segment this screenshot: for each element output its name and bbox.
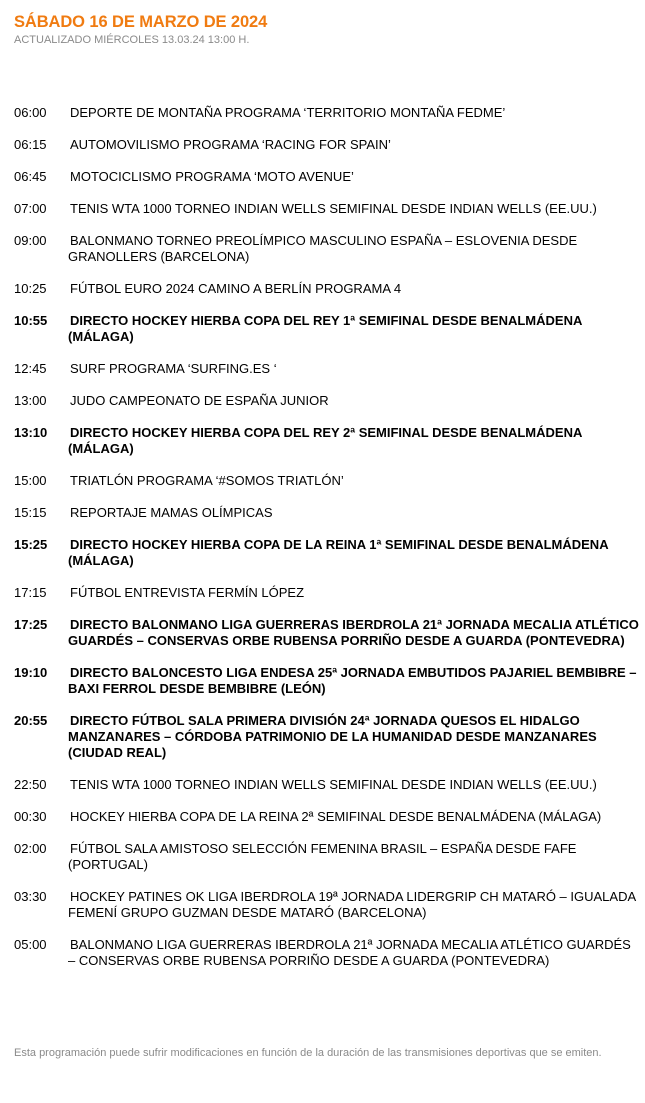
schedule-item-live — [14, 537, 641, 569]
schedule-program: DIRECTO BALONCESTO LIGA ENDESA 25ª JORNADA EMBUTIDOS PAJARIEL BEMBIBRE – BAXI FERROL DESDE BEMBIBRE (LEÓN) — [68, 665, 637, 696]
schedule-time: 06:15 — [14, 137, 47, 152]
schedule-program: HOCKEY PATINES OK LIGA IBERDROLA 19ª JORNADA LIDERGRIP CH MATARÓ – IGUALADA FEMENÍ GRUPO GUZMAN DESDE MATARÓ (BARCELONA) — [68, 889, 636, 920]
schedule-time: 06:00 — [14, 105, 47, 120]
schedule-item — [14, 505, 641, 521]
schedule-item — [14, 169, 641, 185]
schedule-time: 12:45 — [14, 361, 47, 376]
schedule-time: 10:25 — [14, 281, 47, 296]
schedule-time: 13:00 — [14, 393, 47, 408]
schedule-item — [14, 841, 641, 873]
schedule-page — [14, 12, 641, 985]
schedule-item-live — [14, 665, 641, 697]
schedule-program: MOTOCICLISMO PROGRAMA ‘MOTO AVENUE’ — [70, 169, 354, 184]
schedule-item-live — [14, 313, 641, 345]
disclaimer-note: Esta programación puede sufrir modificaciones en función de la duración de las transmisiones deportivas que se emiten. — [14, 1047, 602, 1059]
schedule-item — [14, 473, 641, 489]
schedule-item — [14, 393, 641, 409]
schedule-item-live — [14, 713, 641, 761]
schedule-time: 20:55 — [14, 713, 48, 728]
schedule-item — [14, 809, 641, 825]
schedule-program: DIRECTO FÚTBOL SALA PRIMERA DIVISIÓN 24ª JORNADA QUESOS EL HIDALGO MANZANARES – CÓRDOBA PATRIMONIO DE LA HUMANIDAD DESDE MANZANARES (CIUDAD REAL) — [68, 713, 597, 760]
schedule-time: 07:00 — [14, 201, 47, 216]
schedule-program: SURF PROGRAMA ‘SURFING.ES ‘ — [70, 361, 277, 376]
schedule-time: 17:25 — [14, 617, 48, 632]
schedule-program: DIRECTO HOCKEY HIERBA COPA DE LA REINA 1ª SEMIFINAL DESDE BENALMÁDENA (MÁLAGA) — [68, 537, 609, 568]
schedule-time: 10:55 — [14, 313, 48, 328]
updated-timestamp: ACTUALIZADO MIÉRCOLES 13.03.24 13:00 H. — [14, 34, 250, 46]
schedule-item — [14, 937, 641, 969]
schedule-item-live — [14, 425, 641, 457]
schedule-item — [14, 233, 641, 265]
schedule-program: DIRECTO HOCKEY HIERBA COPA DEL REY 1ª SEMIFINAL DESDE BENALMÁDENA (MÁLAGA) — [68, 313, 582, 344]
schedule-time: 09:00 — [14, 233, 47, 248]
schedule-item — [14, 137, 641, 153]
schedule-item — [14, 361, 641, 377]
schedule-time: 13:10 — [14, 425, 48, 440]
schedule-program: HOCKEY HIERBA COPA DE LA REINA 2ª SEMIFINAL DESDE BENALMÁDENA (MÁLAGA) — [70, 809, 602, 824]
schedule-program: FÚTBOL EURO 2024 CAMINO A BERLÍN PROGRAMA 4 — [70, 281, 402, 296]
schedule-program: DIRECTO HOCKEY HIERBA COPA DEL REY 2ª SEMIFINAL DESDE BENALMÁDENA (MÁLAGA) — [68, 425, 582, 456]
schedule-time: 05:00 — [14, 937, 47, 952]
schedule-program: FÚTBOL ENTREVISTA FERMÍN LÓPEZ — [70, 585, 305, 600]
schedule-program: FÚTBOL SALA AMISTOSO SELECCIÓN FEMENINA BRASIL – ESPAÑA DESDE FAFE (PORTUGAL) — [68, 841, 577, 872]
schedule-time: 02:00 — [14, 841, 47, 856]
schedule-program: REPORTAJE MAMAS OLÍMPICAS — [70, 505, 273, 520]
schedule-program: JUDO CAMPEONATO DE ESPAÑA JUNIOR — [70, 393, 329, 408]
schedule-time: 17:15 — [14, 585, 47, 600]
schedule-item — [14, 105, 641, 121]
schedule-item — [14, 201, 641, 217]
schedule-program: BALONMANO TORNEO PREOLÍMPICO MASCULINO ESPAÑA – ESLOVENIA DESDE GRANOLLERS (BARCELONA) — [68, 233, 578, 264]
schedule-program: AUTOMOVILISMO PROGRAMA ‘RACING FOR SPAIN’ — [70, 137, 391, 152]
page-title: SÁBADO 16 DE MARZO DE 2024 — [14, 13, 268, 31]
schedule-program: TENIS WTA 1000 TORNEO INDIAN WELLS SEMIFINAL DESDE INDIAN WELLS (EE.UU.) — [70, 777, 597, 792]
schedule-item — [14, 777, 641, 793]
schedule-list — [14, 105, 641, 969]
schedule-item — [14, 281, 641, 297]
schedule-program: TENIS WTA 1000 TORNEO INDIAN WELLS SEMIFINAL DESDE INDIAN WELLS (EE.UU.) — [70, 201, 597, 216]
schedule-time: 06:45 — [14, 169, 47, 184]
schedule-time: 15:00 — [14, 473, 47, 488]
schedule-program: DEPORTE DE MONTAÑA PROGRAMA ‘TERRITORIO MONTAÑA FEDME’ — [70, 105, 506, 120]
schedule-program: DIRECTO BALONMANO LIGA GUERRERAS IBERDROLA 21ª JORNADA MECALIA ATLÉTICO GUARDÉS – CONSERVAS ORBE RUBENSA PORRIÑO DESDE A GUARDA (PONTEVEDRA) — [68, 617, 639, 648]
schedule-item — [14, 889, 641, 921]
schedule-time: 15:25 — [14, 537, 48, 552]
schedule-time: 15:15 — [14, 505, 47, 520]
schedule-time: 03:30 — [14, 889, 47, 904]
schedule-time: 00:30 — [14, 809, 47, 824]
schedule-program: BALONMANO LIGA GUERRERAS IBERDROLA 21ª JORNADA MECALIA ATLÉTICO GUARDÉS – CONSERVAS ORBE RUBENSA PORRIÑO DESDE A GUARDA (PONTEVEDRA) — [68, 937, 631, 968]
schedule-time: 19:10 — [14, 665, 48, 680]
schedule-item-live — [14, 617, 641, 649]
schedule-time: 22:50 — [14, 777, 47, 792]
schedule-program: TRIATLÓN PROGRAMA ‘#SOMOS TRIATLÓN’ — [70, 473, 344, 488]
schedule-item — [14, 585, 641, 601]
